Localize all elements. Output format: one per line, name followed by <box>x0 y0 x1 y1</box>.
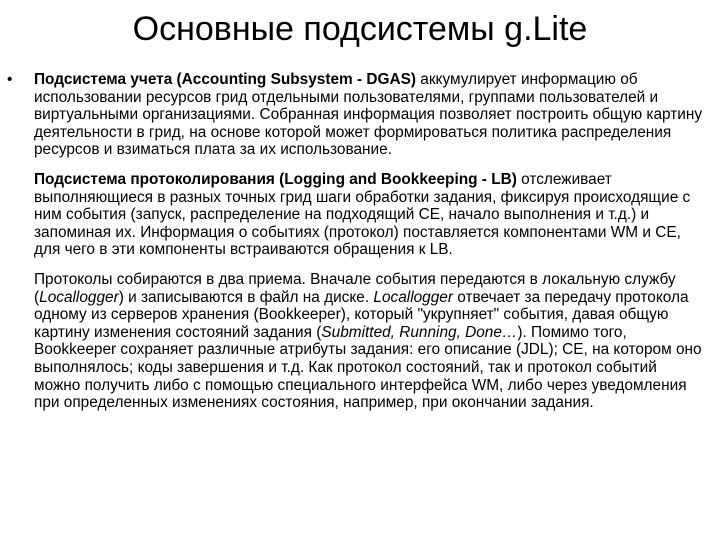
logging-text: отслеживает выполняющиеся в разных точных грид шаги обработки задания, фиксируя происходящие с ним события (запуск, распределение на подходящий CE, начало выполнения и т.д.) и запоминая их. Информация о событиях (протокол) поставляется компонентами WM и CE, для чего в эти компоненты встраиваются обращения к LB. <box>34 170 691 259</box>
accounting-lead: Подсистема учета (Accounting Subsystem - DGAS) <box>34 71 416 88</box>
paragraph-protocols <box>34 271 706 412</box>
protocols-italic-2: Locallogger <box>373 288 453 306</box>
paragraph-accounting <box>7 71 706 159</box>
logging-lead: Подсистема протоколирования (Logging and Bookkeeping - LB) <box>34 170 517 188</box>
protocols-italic-3: Submitted, Running, Done… <box>321 323 518 341</box>
slide-title: Основные подсистемы g.Lite <box>132 10 588 48</box>
protocols-italic-1: Locallogger <box>39 288 119 306</box>
bullet-icon: • <box>7 71 13 88</box>
protocols-text-3: отвечает за передачу протокола одному из серверов хранения (Bookkeeper), который "укрупняет" события, давая общую картину изменения состояний задания ( <box>34 288 689 341</box>
paragraph-logging <box>34 171 706 259</box>
protocols-text-1: Протоколы собираются в два приема. Вначале события передаются в локальную службу ( <box>34 270 676 306</box>
protocols-text-2: ) и записываются в файл на диске. <box>118 288 374 306</box>
protocols-text-4: ). Помимо того, Bookkeeper сохраняет различные атрибуты задания: его описание (JDL); CE, на котором оно выполнялось; коды завершения и т.д. Как протокол состояний, так и протокол событий можно получить либо с помощью специального интерфейса WM, либо через уведомления при определенных изменениях состояния, например, при окончании задания. <box>34 323 702 412</box>
slide-body <box>7 71 706 424</box>
accounting-text: аккумулирует информацию об использовании ресурсов грид отдельными пользователями, группами пользователей и виртуальными организациями. Собранная информация позволяет построить общую картину деятельности в грид, на основе которой может формироваться политика распределения ресурсов и взиматься плата за их использование. <box>34 71 703 159</box>
